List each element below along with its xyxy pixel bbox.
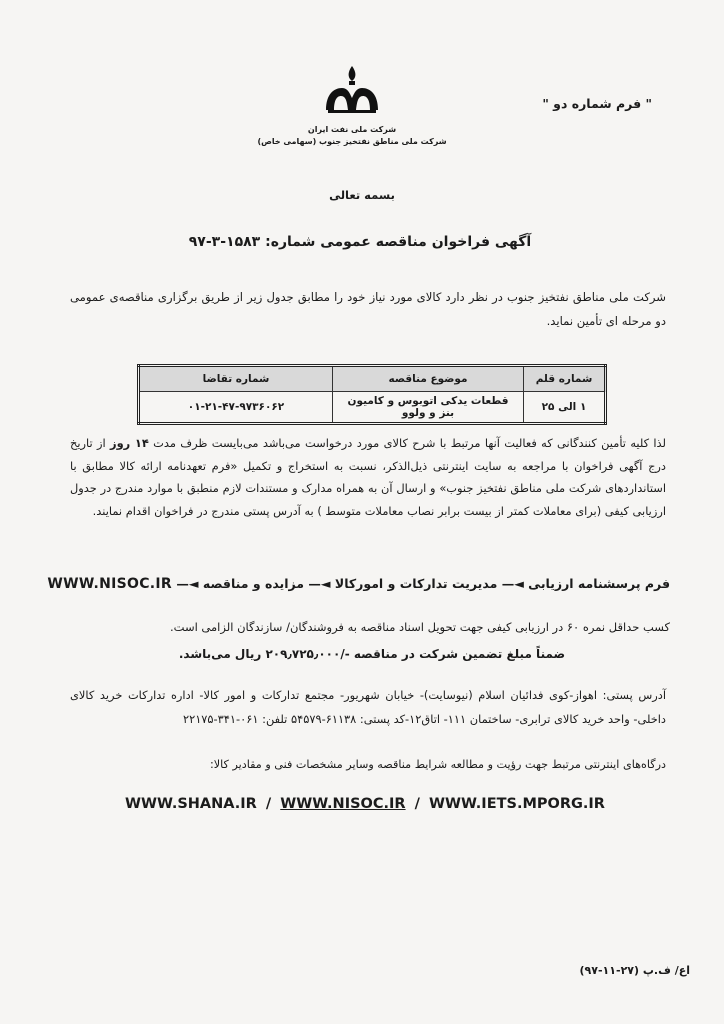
header-tender-subject: موضوع مناقصه [333, 366, 524, 392]
form-number: " فرم شماره دو " [542, 96, 652, 111]
table-row [139, 392, 606, 424]
nioc-logo-icon [320, 64, 384, 116]
navigation-path [47, 576, 670, 592]
separator: / [265, 796, 272, 812]
guarantee-amount: ضمناً مبلغ تضمین شرکت در مناقصه -/۲۰۹٫۷۲۵٫۰۰۰ ریال می‌باشد. [178, 647, 566, 661]
intro-paragraph: شرکت ملی مناطق نفتخیز جنوب در نظر دارد کالای مورد نیاز خود را مطابق جدول زیر از طریق برگزاری مناقصه‌ی عمومی دو مرحله ای تأمین نماید. [70, 290, 666, 328]
website-shana-link[interactable]: WWW.SHANA.IR [125, 796, 257, 812]
cell-item-number: ۱ الی ۲۵ [524, 392, 606, 424]
arrow-left-icon: ◄— [501, 576, 524, 591]
path-step-questionnaire: فرم پرسشنامه ارزیابی [528, 576, 670, 591]
cell-tender-subject: قطعات یدکی اتوبوس و کامیون بنز و ولوو [333, 392, 524, 424]
body-part1: لذا کلیه تأمین کنندگانی که فعالیت آنها مرتبط با شرح کالای مورد درخواست می‌باشد می‌بایست ظرف مدت [148, 436, 667, 450]
deadline-days: ۱۴ روز [110, 436, 149, 450]
website-nisoc-link[interactable]: WWW.NISOC.IR [280, 796, 406, 812]
header-request-number: شماره تقاضا [139, 366, 333, 392]
cell-request-number: ۰۱-۲۱-۴۷-۹۷۳۶۰۶۲ [139, 392, 333, 424]
minimum-score-note: کسب حداقل نمره ۶۰ در ارزیابی کیفی جهت تحویل اسناد مناقصه به فروشندگان/ سازندگان الزامی است. [170, 620, 670, 634]
table-header-row [139, 366, 606, 392]
body-part2: از تاریخ درج آگهی فراخوان با مراجعه به سایت اینترنتی ذیل‌الذکر، نسبت به استخراج و تکمیل «فرم تعهدنامه ارائه کالا مطابق با استانداردهای شرکت ملی مناطق نفتخیز جنوب» و ارسال آن به همراه مدارک و مستندات لازم منطبق با موارد مندرج در جدول ارزیابی کیفی (برای معاملات کمتر از بیست برابر نصاب معاملات متوسط ) به آدرس پستی مندرج در فراخوان اقدام نمایند. [70, 436, 666, 518]
website-iets-link[interactable]: WWW.IETS.MPORG.IR [429, 796, 605, 812]
arrow-left-icon: ◄— [176, 576, 199, 591]
path-step-procurement: مدیریت تدارکات و امورکالا [334, 576, 498, 591]
bismillah-heading: بسمه تعالی [329, 188, 395, 202]
company-name-line1: شرکت ملی نفت ایران [307, 125, 397, 134]
footer-reference: اع/ ف.پ (۲۷-۱۱-۹۷) [579, 964, 690, 977]
path-step-auction: مزایده و مناقصه [202, 576, 305, 591]
arrow-left-icon: ◄— [308, 576, 331, 591]
postal-address: آدرس پستی: اهواز-کوی فدائیان اسلام (نیوسایت)- خیابان شهریور- مجتمع تدارکات و امور کالا- اداره تدارکات خرید کالای داخلی- واحد خرید کالای ترابری- ساختمان ۱۱۱- اتاق۱۲-کد پستی: ۶۱۱۳۸-۵۴۵۷۹ تلفن: ۰۶۱-۳۴۱-۲۲۱۷۵ [70, 688, 666, 726]
body-paragraph [70, 432, 666, 522]
portals-label: درگاه‌های اینترنتی مرتبط جهت رؤیت و مطالعه شرایط مناقصه وسایر مشخصات فنی و مقادیر کالا: [210, 758, 666, 771]
company-name-line2: شرکت ملی مناطق نفتخیز جنوب (سهامی خاص) [257, 137, 447, 146]
company-name [232, 124, 472, 148]
path-site-link[interactable]: WWW.NISOC.IR [47, 576, 173, 592]
separator: / [414, 796, 420, 812]
websites-line [100, 796, 630, 812]
tender-table [137, 364, 607, 425]
header-item-number: شماره قلم [524, 366, 606, 392]
tender-title: آگهی فراخوان مناقصه عمومی شماره: ۱۵۸۳-۳-۹۷ [188, 234, 532, 250]
